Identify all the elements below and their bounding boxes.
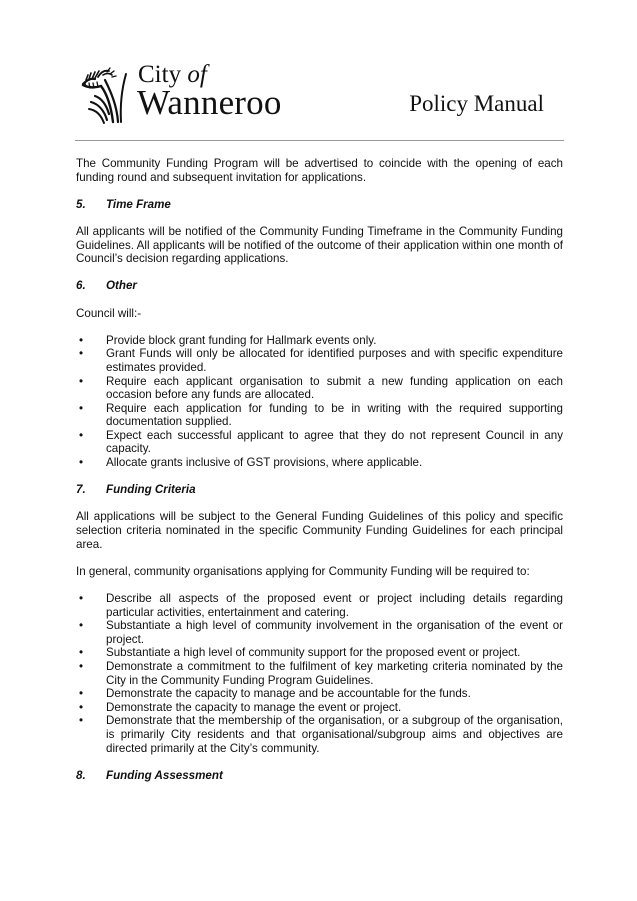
- kangaroo-paw-icon: [81, 64, 145, 126]
- section-heading-funding-assessment: [76, 769, 563, 783]
- section-title: Other: [106, 279, 137, 293]
- list-item: [76, 646, 563, 660]
- list-item: [76, 701, 563, 715]
- section-number: 8.: [76, 768, 86, 782]
- logo-wanneroo: Wanneroo: [137, 83, 282, 122]
- bullet-icon: •: [79, 619, 84, 633]
- list-item-text: Demonstrate a commitment to the fulfilment of key marketing criteria nominated by the City in the Community Funding Program Guidelines.: [106, 659, 563, 687]
- document-title: Policy Manual: [409, 91, 544, 116]
- bullet-icon: •: [79, 347, 84, 361]
- bullet-icon: •: [79, 659, 84, 673]
- list-item: [76, 347, 563, 374]
- bullet-icon: •: [79, 714, 84, 728]
- section-number: 5.: [76, 197, 86, 211]
- list-item: [76, 375, 563, 402]
- page-header: [75, 62, 564, 136]
- council-will-list: [76, 334, 563, 470]
- section-number: 6.: [76, 279, 86, 293]
- city-of-wanneroo-wordmark: [137, 62, 282, 120]
- list-item-text: Allocate grants inclusive of GST provisions, where applicable.: [106, 456, 423, 470]
- list-item: [76, 592, 563, 619]
- bullet-icon: •: [79, 646, 84, 660]
- funding-requirements-list: [76, 592, 563, 755]
- list-item-text: Provide block grant funding for Hallmark events only.: [106, 333, 377, 347]
- bullet-icon: •: [79, 374, 84, 388]
- section-heading-funding-criteria: [76, 483, 563, 497]
- list-item: [76, 660, 563, 687]
- section-title: Funding Criteria: [106, 483, 196, 497]
- list-item-text: Demonstrate the capacity to manage and be accountable for the funds.: [106, 687, 471, 701]
- section-number: 7.: [76, 483, 86, 497]
- list-item: [76, 714, 563, 755]
- section-title: Funding Assessment: [106, 768, 223, 782]
- bullet-icon: •: [79, 687, 84, 701]
- list-item-text: Substantiate a high level of community support for the proposed event or project.: [106, 646, 521, 660]
- section-paragraph: All applications will be subject to the General Funding Guidelines of this policy and specific selection criteria nominated in the specific Community Funding Guidelines for each principal area.: [76, 510, 563, 551]
- list-item: [76, 619, 563, 646]
- document-body: [76, 157, 563, 796]
- bullet-icon: •: [79, 401, 84, 415]
- list-item-text: Substantiate a high level of community involvement in the organisation of the event or project.: [106, 619, 563, 646]
- header-divider: [75, 140, 564, 141]
- list-item: [76, 456, 563, 470]
- logo-city-word: City: [138, 61, 182, 88]
- list-item-text: Expect each successful applicant to agree that they do not represent Council in any capacity.: [106, 428, 563, 456]
- section-heading-other: [76, 279, 563, 293]
- list-item: [76, 334, 563, 348]
- intro-paragraph: The Community Funding Program will be advertised to coincide with the opening of each funding round and subsequent invitation for applications.: [76, 157, 563, 184]
- section-heading-time-frame: [76, 198, 563, 212]
- list-item-text: Demonstrate the capacity to manage the event or project.: [106, 700, 402, 714]
- bullet-icon: •: [79, 592, 84, 605]
- section-paragraph: All applicants will be notified of the Community Funding Timeframe in the Community Funding Guidelines. All applicants will be notified of the outcome of their application within one month of Council’s decision regarding applications.: [76, 224, 563, 266]
- bullet-icon: •: [79, 428, 84, 442]
- list-item-text: Require each application for funding to be in writing with the required supporting documentation supplied.: [106, 401, 563, 429]
- bullet-icon: •: [79, 700, 84, 714]
- section-title: Time Frame: [106, 197, 171, 211]
- list-item: [76, 687, 563, 701]
- logo-of-word: of: [187, 61, 207, 88]
- bullet-icon: •: [79, 333, 84, 347]
- list-item: [76, 429, 563, 456]
- bullet-icon: •: [79, 456, 84, 470]
- list-item-text: Describe all aspects of the proposed event or project including details regarding particular activities, entertainment and catering.: [106, 592, 563, 619]
- list-item-text: Demonstrate that the membership of the organisation, or a subgroup of the organisation, is primarily City residents and that organisational/subgroup aims and objectives are directed primarily at the City’s community.: [106, 714, 563, 755]
- section-paragraph: In general, community organisations applying for Community Funding will be required to:: [76, 564, 530, 578]
- section-intro: Council will:-: [76, 306, 142, 320]
- list-item: [76, 402, 563, 429]
- list-item-text: Grant Funds will only be allocated for identified purposes and with specific expenditure estimates provided.: [106, 347, 563, 374]
- list-item-text: Require each applicant organisation to submit a new funding application on each occasion before any funds are allocated.: [106, 374, 563, 402]
